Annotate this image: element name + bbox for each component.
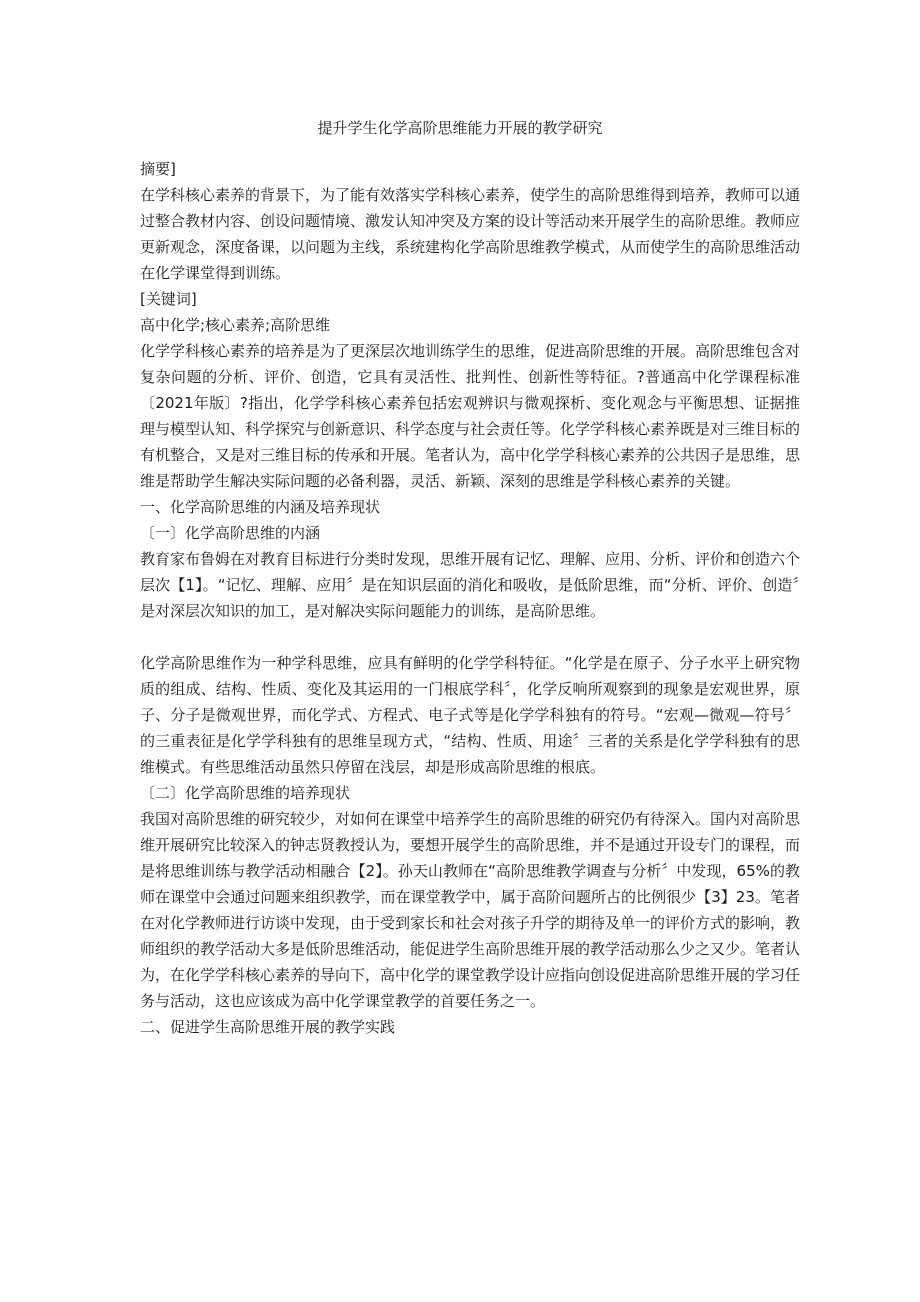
section-heading: 二、促进学生高阶思维开展的教学实践 <box>140 1018 396 1036</box>
abstract-label: 摘要] <box>140 160 176 178</box>
body-paragraph: 我国对高阶思维的研究较少，对如何在课堂中培养学生的高阶思维的研究仍有待深入。国内对高阶思维开展研究比较深入的钟志贤教授认为，要想开展学生的高阶思维，并不是通过开设专门的课程，而是将思维训练与教学活动相融合【2】。孙天山教师在“高阶思维教学调查与分析〞中发现，65%的教师在课堂中会通过问题来组织教学，而在课堂教学中，属于高阶问题所占的比例很少【3】23。笔者在对化学教师进行访谈中发现，由于受到家长和社会对孩子升学的期待及单一的评价方式的影响，教师组织的教学活动大多是低阶思维活动，能促进学生高阶思维开展的教学活动那么少之又少。笔者认为，在化学学科核心素养的导向下，高中化学的课堂教学设计应指向创设促进高阶思维开展的学习任务与活动，这也应该成为高中化学课堂教学的首要任务之一。 <box>140 810 801 1010</box>
subsection-heading: 〔二〕化学高阶思维的培养现状 <box>140 784 351 802</box>
document-body <box>140 156 800 1040</box>
abstract-paragraph: 在学科核心素养的背景下，为了能有效落实学科核心素养，使学生的高阶思维得到培养，教师可以通过整合教材内容、创设问题情境、激发认知冲突及方案的设计等活动来开展学生的高阶思维。教师应更新观念，深度备课，以问题为主线，系统建构化学高阶思维教学模式，从而使学生的高阶思维活动在化学课堂得到训练。 <box>140 186 801 282</box>
keywords-label: [关键词] <box>140 290 197 308</box>
section-heading: 一、化学高阶思维的内涵及培养现状 <box>140 498 381 516</box>
paragraph-spacer <box>140 624 800 650</box>
document-title: 提升学生化学高阶思维能力开展的教学研究 <box>317 119 603 137</box>
body-paragraph: 教育家布鲁姆在对教育目标进行分类时发现，思维开展有记忆、理解、应用、分析、评价和创造六个层次【1】。“记忆、理解、应用〞是在知识层面的消化和吸收，是低阶思维，而“分析、评价、创造〞是对深层次知识的加工，是对解决实际问题能力的训练，是高阶思维。 <box>140 550 801 620</box>
subsection-heading: 〔一〕化学高阶思维的内涵 <box>140 524 321 542</box>
body-paragraph: 化学高阶思维作为一种学科思维，应具有鲜明的化学学科特征。“化学是在原子、分子水平上研究物质的组成、结构、性质、变化及其运用的一门根底学科〞，化学反响所观察到的现象是宏观世界，原子、分子是微观世界，而化学式、方程式、电子式等是化学学科独有的符号。“宏观—微观—符号〞的三重表征是化学学科独有的思维呈现方式，“结构、性质、用途〞三者的关系是化学学科独有的思维模式。有些思维活动虽然只停留在浅层，却是形成高阶思维的根底。 <box>140 654 800 776</box>
keywords-text: 高中化学;核心素养;高阶思维 <box>140 316 331 334</box>
intro-paragraph: 化学学科核心素养的培养是为了更深层次地训练学生的思维，促进高阶思维的开展。高阶思维包含对复杂问题的分析、评价、创造，它具有灵活性、批判性、创新性等特征。?普通高中化学课程标准〔2021年版〕?指出，化学学科核心素养包括宏观辨识与微观探析、变化观念与平衡思想、证据推理与模型认知、科学探究与创新意识、科学态度与社会责任等。化学学科核心素养既是对三维目标的有机整合，又是对三维目标的传承和开展。笔者认为，高中化学学科核心素养的公共因子是思维，思维是帮助学生解决实际问题的必备利器，灵活、新颖、深刻的思维是学科核心素养的关键。 <box>140 342 801 490</box>
